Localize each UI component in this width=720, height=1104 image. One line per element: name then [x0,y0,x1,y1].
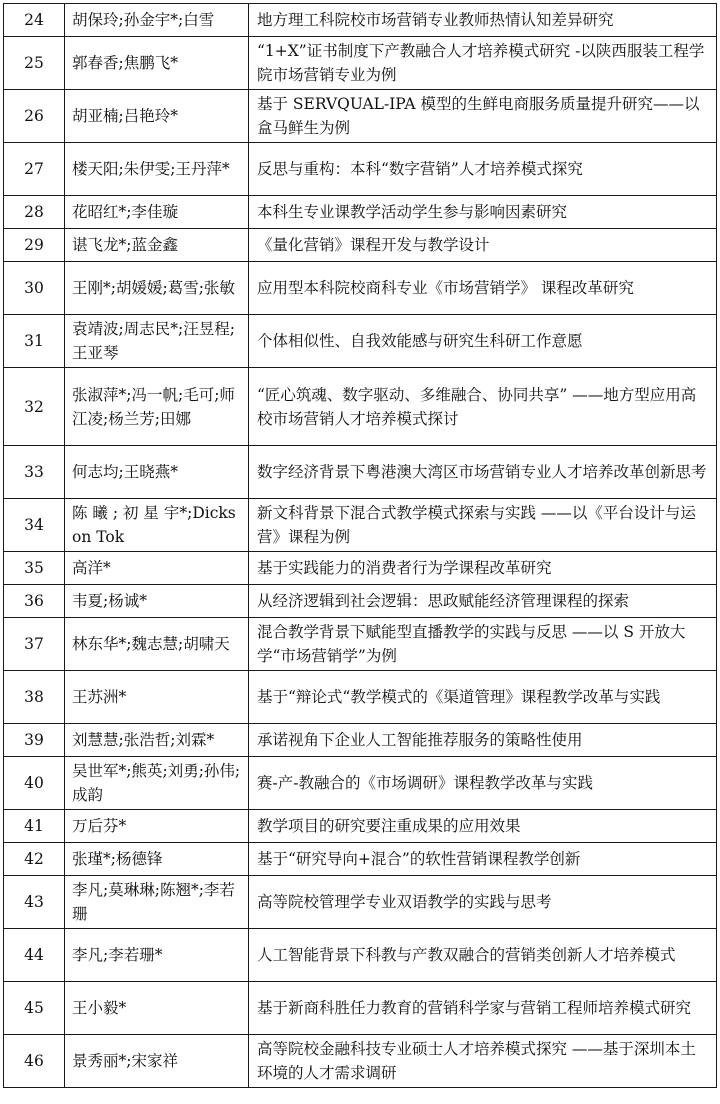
table-row [4,724,717,757]
author-list: 袁靖波;周志民*;汪昱程;王亚琴 [65,315,249,368]
table-row [4,843,717,876]
row-number: 43 [4,876,65,929]
author-list: 王小毅* [65,982,249,1035]
row-number: 46 [4,1035,65,1088]
paper-title: 个体相似性、自我效能感与研究生科研工作意愿 [249,315,717,368]
author-list: 胡保玲;孙金宇*;白雪 [65,4,249,37]
paper-title: 人工智能背景下科教与产教双融合的营销类创新人才培养模式 [249,929,717,982]
row-number: 40 [4,757,65,810]
table-row [4,982,717,1035]
author-list: 张淑萍*;冯一帆;毛可;师江凌;杨兰芳;田娜 [65,368,249,446]
row-number: 42 [4,843,65,876]
author-list: 花昭红*;李佳璇 [65,196,249,229]
row-number: 37 [4,618,65,671]
row-number: 41 [4,810,65,843]
paper-title: 教学项目的研究要注重成果的应用效果 [249,810,717,843]
paper-title: 反思与重构：本科“数字营销”人才培养模式探究 [249,143,717,196]
paper-title: 基于“辩论式“教学模式的《渠道管理》课程教学改革与实践 [249,671,717,724]
row-number: 24 [4,4,65,37]
table-row [4,810,717,843]
row-number: 26 [4,90,65,143]
row-number: 28 [4,196,65,229]
table-row [4,143,717,196]
author-list: 吴世军*;熊英;刘勇;孙伟;成韵 [65,757,249,810]
paper-title: “1+X”证书制度下产教融合人才培养模式研究 -以陕西服装工程学院市场营销专业为例 [249,37,717,90]
papers-table [3,3,717,1088]
row-number: 38 [4,671,65,724]
author-list: 景秀丽*;宋家祥 [65,1035,249,1088]
author-list: 楼天阳;朱伊雯;王丹萍* [65,143,249,196]
paper-title: 基于新商科胜任力教育的营销科学家与营销工程师培养模式研究 [249,982,717,1035]
author-list: 张瑾*;杨德锋 [65,843,249,876]
author-list: 胡亚楠;吕艳玲* [65,90,249,143]
table-row [4,262,717,315]
paper-title: 应用型本科院校商科专业《市场营销学》 课程改革研究 [249,262,717,315]
author-list: 王苏洲* [65,671,249,724]
row-number: 30 [4,262,65,315]
table-row [4,757,717,810]
author-list: 万后芬* [65,810,249,843]
author-list: 韦夏;杨诚* [65,585,249,618]
row-number: 33 [4,446,65,499]
table-row [4,37,717,90]
table-row [4,446,717,499]
author-list: 王刚*;胡媛媛;葛雪;张敏 [65,262,249,315]
paper-title: 承诺视角下企业人工智能推荐服务的策略性使用 [249,724,717,757]
table-row [4,618,717,671]
row-number: 36 [4,585,65,618]
paper-title: 高等院校金融科技专业硕士人才培养模式探究 ——基于深圳本土环境的人才需求调研 [249,1035,717,1088]
paper-title: 赛-产-教融合的《市场调研》课程教学改革与实践 [249,757,717,810]
author-list: 李凡;李若珊* [65,929,249,982]
table-row [4,876,717,929]
papers-table-body [4,4,717,1088]
table-row [4,368,717,446]
paper-title: “匠心筑魂、数字驱动、多维融合、协同共享” ——地方型应用高校市场营销人才培养模式探讨 [249,368,717,446]
paper-title: 基于 SERVQUAL-IPA 模型的生鲜电商服务质量提升研究——以盒马鲜生为例 [249,90,717,143]
paper-title: 基于“研究导向+混合”的软性营销课程教学创新 [249,843,717,876]
table-row [4,229,717,262]
table-row [4,929,717,982]
author-list: 郭春香;焦鹏飞* [65,37,249,90]
table-row [4,552,717,585]
paper-title: 本科生专业课教学活动学生参与影响因素研究 [249,196,717,229]
author-list: 高洋* [65,552,249,585]
paper-title: 混合教学背景下赋能型直播教学的实践与反思 ——以 S 开放大学“市场营销学”为例 [249,618,717,671]
table-row [4,90,717,143]
row-number: 27 [4,143,65,196]
paper-title: 高等院校管理学专业双语教学的实践与思考 [249,876,717,929]
author-list: 李凡;莫琳琳;陈翘*;李若珊 [65,876,249,929]
author-list: 何志均;王晓燕* [65,446,249,499]
table-row [4,585,717,618]
paper-title: 《量化营销》课程开发与教学设计 [249,229,717,262]
author-list: 陈 曦 ; 初 星 宇*;Dickson Tok [65,499,249,552]
table-row [4,196,717,229]
author-list: 林东华*;魏志慧;胡啸天 [65,618,249,671]
row-number: 45 [4,982,65,1035]
table-row [4,499,717,552]
paper-title: 新文科背景下混合式教学模式探索与实践 ——以《平台设计与运营》课程为例 [249,499,717,552]
author-list: 谌飞龙*;蓝金鑫 [65,229,249,262]
table-row [4,671,717,724]
paper-title: 地方理工科院校市场营销专业教师热情认知差异研究 [249,4,717,37]
row-number: 39 [4,724,65,757]
row-number: 44 [4,929,65,982]
table-row [4,4,717,37]
row-number: 35 [4,552,65,585]
paper-title: 从经济逻辑到社会逻辑：思政赋能经济管理课程的探索 [249,585,717,618]
row-number: 34 [4,499,65,552]
table-row [4,315,717,368]
row-number: 25 [4,37,65,90]
author-list: 刘慧慧;张浩哲;刘霖* [65,724,249,757]
paper-title: 基于实践能力的消费者行为学课程改革研究 [249,552,717,585]
paper-title: 数字经济背景下粤港澳大湾区市场营销专业人才培养改革创新思考 [249,446,717,499]
row-number: 29 [4,229,65,262]
row-number: 31 [4,315,65,368]
table-row [4,1035,717,1088]
row-number: 32 [4,368,65,446]
